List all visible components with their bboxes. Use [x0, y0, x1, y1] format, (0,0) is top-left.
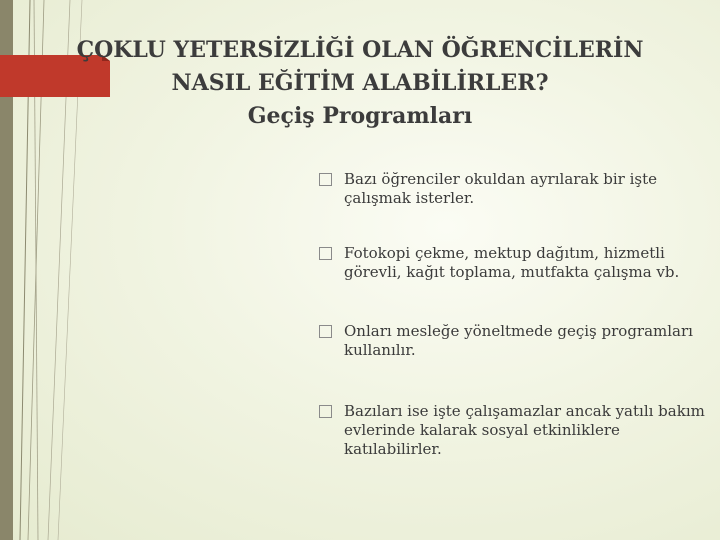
bullet-list — [318, 170, 708, 459]
bullet-text: Bazı öğrenciler okuldan ayrılarak bir işte çalışmak isterler. — [344, 170, 657, 207]
bullet-item — [318, 402, 708, 459]
checkbox-bullet-icon — [319, 405, 332, 418]
bullet-text: Fotokopi çekme, mektup dağıtım, hizmetli görevli, kağıt toplama, mutfakta çalışma vb. — [344, 244, 680, 281]
checkbox-bullet-icon — [319, 325, 332, 338]
bullet-text: Onları mesleğe yöneltmede geçiş programları kullanılır. — [344, 322, 693, 359]
bullet-item — [318, 244, 708, 282]
slide-title — [40, 34, 680, 133]
title-line-2: NASIL EĞİTİM ALABİLİRLER? — [171, 70, 549, 96]
checkbox-bullet-icon — [319, 173, 332, 186]
bullet-item — [318, 322, 708, 360]
bullet-item — [318, 170, 708, 208]
bullet-text: Bazıları ise işte çalışamazlar ancak yatılı bakım evlerinde kalarak sosyal etkinliklere katılabilirler. — [344, 402, 705, 458]
checkbox-bullet-icon — [319, 247, 332, 260]
title-line-1: ÇOKLU YETERSİZLİĞİ OLAN ÖĞRENCİLERİN — [76, 37, 644, 63]
title-line-3: Geçiş Programları — [247, 103, 473, 129]
